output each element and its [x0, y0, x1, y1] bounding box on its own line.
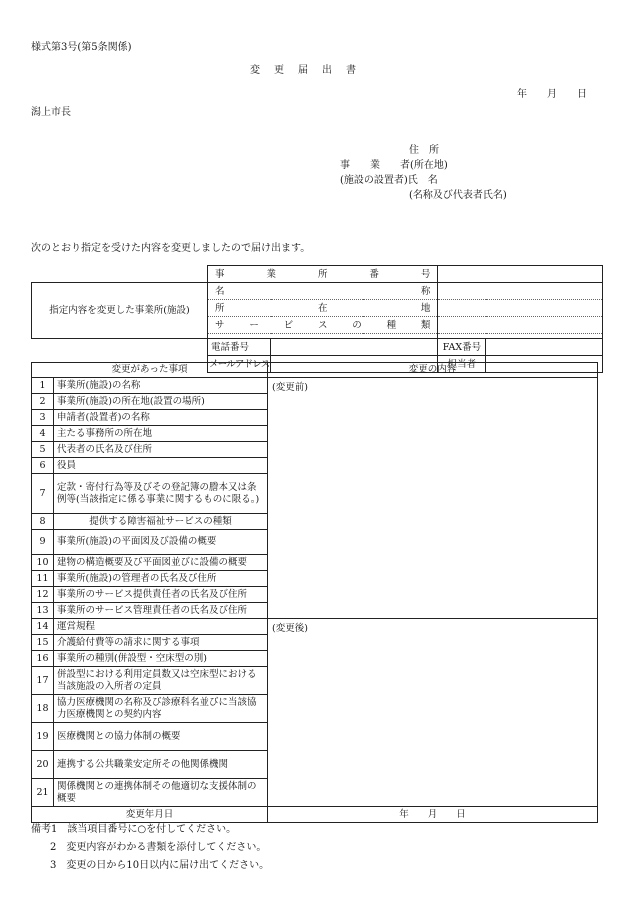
item-text[interactable]: 提供する障害福祉サービスの種類	[54, 514, 268, 530]
item-number: 9	[32, 530, 54, 555]
fax-field[interactable]	[486, 339, 603, 356]
intro-text: 次のとおり指定を受けた内容を変更しましたので届け出ます。	[31, 243, 311, 254]
facility-group-label: 指定内容を変更した事業所(施設)	[32, 283, 208, 339]
item-text[interactable]: 運営規程	[54, 619, 268, 635]
facility-location-field[interactable]	[438, 300, 603, 317]
facility-name-label: 名 称	[208, 283, 438, 300]
changed-items-header: 変更があった事項	[32, 363, 268, 378]
item-number: 16	[32, 651, 54, 667]
item-number: 20	[32, 751, 54, 779]
item-text[interactable]: 定款・寄付行為等及びその登記簿の謄本又は条例等(当該指定に係る事業に関するものに限る。)	[54, 474, 268, 514]
item-number: 7	[32, 474, 54, 514]
item-text[interactable]: 事業所(施設)の管理者の氏名及び住所	[54, 571, 268, 587]
item-number: 5	[32, 442, 54, 458]
item-text[interactable]: 事業所(施設)の名称	[54, 378, 268, 394]
addressee: 潟上市長	[31, 107, 71, 118]
item-number: 12	[32, 587, 54, 603]
business-number-field[interactable]	[438, 266, 603, 283]
item-number: 21	[32, 779, 54, 807]
item-number: 19	[32, 723, 54, 751]
before-change-field[interactable]	[268, 378, 598, 619]
item-number: 4	[32, 426, 54, 442]
phone-label: 電話番号	[208, 339, 271, 356]
item-text[interactable]: 医療機関との協力体制の概要	[54, 723, 268, 751]
item-text[interactable]: 事業所の種別(併設型・空床型の別)	[54, 651, 268, 667]
person-in-charge-label: 担当者	[438, 356, 486, 373]
item-text[interactable]: 事業所のサービス提供責任者の氏名及び住所	[54, 587, 268, 603]
business-number-label: 事 業 所 番 号	[208, 266, 438, 283]
before-change-label: (変更前)	[272, 382, 308, 393]
service-type-label: サ ー ビ ス の 種 類	[208, 317, 438, 334]
item-number: 11	[32, 571, 54, 587]
change-content-header: 変更の内容	[268, 363, 598, 378]
submission-date: 年 月 日	[517, 89, 587, 100]
email-label: メールアドレス	[208, 356, 271, 373]
item-number: 13	[32, 603, 54, 619]
facility-name-field[interactable]	[438, 283, 603, 300]
fax-label: FAX番号	[438, 339, 486, 356]
note-3: 3 変更の日から10日以内に届け出てください。	[50, 860, 270, 871]
item-text[interactable]: 事業所(施設)の所在地(設置の場所)	[54, 394, 268, 410]
address-label: 住 所	[409, 145, 439, 156]
item-text[interactable]: 事業所(施設)の平面図及び設備の概要	[54, 530, 268, 555]
item-number: 18	[32, 695, 54, 723]
after-change-field[interactable]	[268, 619, 598, 807]
item-number: 3	[32, 410, 54, 426]
item-text[interactable]: 申請者(設置者)の名称	[54, 410, 268, 426]
item-text[interactable]: 代表者の氏名及び住所	[54, 442, 268, 458]
item-number: 14	[32, 619, 54, 635]
item-text[interactable]: 役員	[54, 458, 268, 474]
operator-label: 事 業 者(所在地)	[340, 160, 448, 171]
item-number: 8	[32, 514, 54, 530]
facility-info-table	[31, 265, 603, 373]
facility-location-label: 所 在 地	[208, 300, 438, 317]
form-number: 様式第3号(第5条関係)	[31, 42, 132, 53]
change-items-table	[31, 362, 598, 823]
change-date-label: 変更年月日	[32, 807, 268, 823]
item-text[interactable]: 事業所のサービス管理責任者の氏名及び住所	[54, 603, 268, 619]
item-number: 2	[32, 394, 54, 410]
note-1: 備考1 該当項目番号に○を付してください。	[31, 824, 237, 835]
name-note: (名称及び代表者氏名)	[409, 190, 507, 201]
note-2: 2 変更内容がわかる書類を添付してください。	[50, 842, 267, 853]
page-title: 変 更 届 出 書	[250, 65, 358, 76]
item-number: 6	[32, 458, 54, 474]
item-text[interactable]: 主たる事務所の所在地	[54, 426, 268, 442]
item-text[interactable]: 協力医療機関の名称及び診療科名並びに当該協力医療機関との契約内容	[54, 695, 268, 723]
item-number: 17	[32, 667, 54, 695]
item-number: 15	[32, 635, 54, 651]
phone-field[interactable]	[271, 339, 438, 356]
item-number: 10	[32, 555, 54, 571]
item-text[interactable]: 介護給付費等の請求に関する事項	[54, 635, 268, 651]
item-text[interactable]: 併設型における利用定員数又は空床型における当該施設の入所者の定員	[54, 667, 268, 695]
service-type-field[interactable]	[438, 317, 603, 334]
name-label: (施設の設置者)氏 名	[340, 175, 438, 186]
change-date-field[interactable]: 年 月 日	[268, 807, 598, 823]
after-change-label: (変更後)	[272, 623, 308, 634]
item-text[interactable]: 連携する公共職業安定所その他関係機関	[54, 751, 268, 779]
item-number: 1	[32, 378, 54, 394]
item-text[interactable]: 関係機関との連携体制その他適切な支援体制の概要	[54, 779, 268, 807]
item-text[interactable]: 建物の構造概要及び平面図並びに設備の概要	[54, 555, 268, 571]
